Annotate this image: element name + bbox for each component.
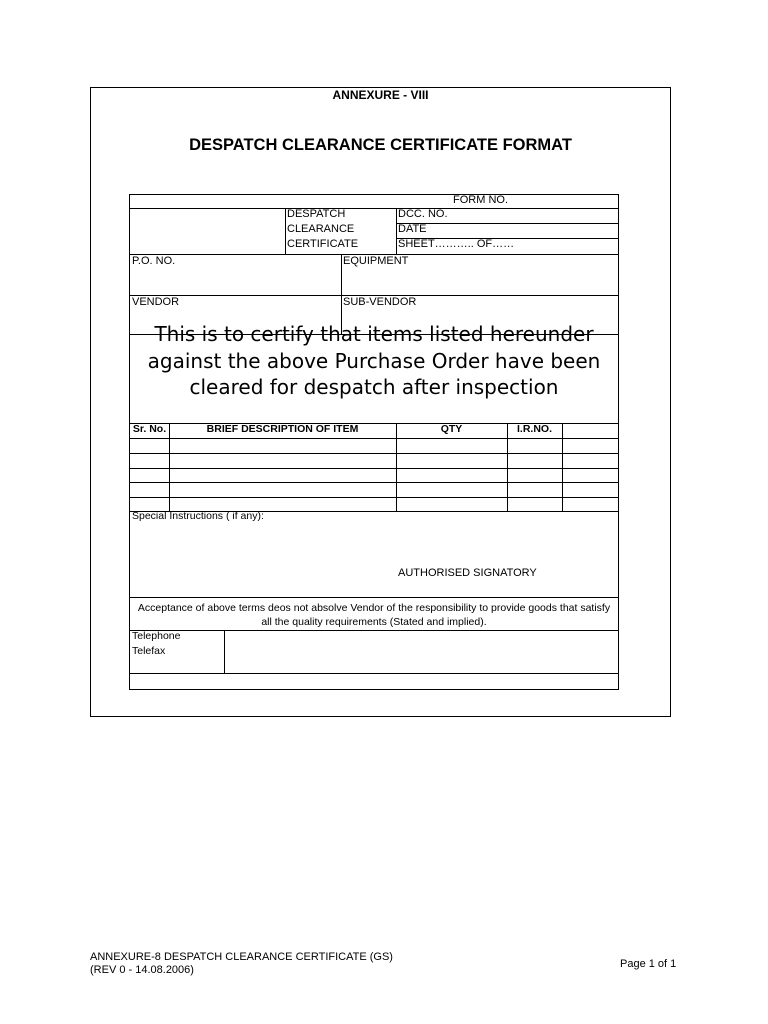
rule bbox=[396, 223, 618, 224]
acceptance-note: Acceptance of above terms deos not absolve Vendor of the responsibility to provide goods that satisfy all the quality requirements (Stated and implied). bbox=[137, 602, 611, 628]
doc-type-line-1: DESPATCH bbox=[287, 208, 346, 220]
rule bbox=[507, 423, 508, 511]
rule bbox=[130, 630, 618, 631]
rule bbox=[396, 423, 397, 511]
rule bbox=[130, 468, 618, 469]
dcc-no-label: DCC. NO. bbox=[398, 208, 448, 220]
po-no-label: P.O. NO. bbox=[132, 255, 176, 267]
authorised-signatory-label: AUTHORISED SIGNATORY bbox=[398, 567, 537, 579]
telephone-label: Telephone bbox=[132, 630, 181, 642]
special-instructions-label: Special Instructions ( if any): bbox=[132, 510, 264, 522]
rule bbox=[396, 208, 397, 254]
rule bbox=[130, 482, 618, 483]
annexure-heading: ANNEXURE - VIII bbox=[332, 88, 429, 102]
date-label: DATE bbox=[398, 223, 427, 235]
rule bbox=[130, 453, 618, 454]
table-header-ir-no: I.R.NO. bbox=[516, 423, 552, 435]
rule bbox=[130, 438, 618, 439]
rule bbox=[130, 597, 618, 598]
table-header-sr-no: Sr. No. bbox=[132, 423, 167, 435]
table-header-qty: QTY bbox=[440, 423, 463, 435]
rule bbox=[130, 673, 618, 674]
telefax-label: Telefax bbox=[132, 645, 166, 657]
certify-text: This is to certify that items listed hereunder against the above Purchase Order have been cleared for despatch after inspection bbox=[147, 322, 601, 399]
page-title: DESPATCH CLEARANCE CERTIFICATE FORMAT bbox=[189, 136, 572, 154]
sheet-label: SHEET……….. OF…… bbox=[398, 238, 515, 250]
footer-doc-info bbox=[90, 951, 393, 977]
rule bbox=[224, 630, 225, 673]
vendor-label: VENDOR bbox=[132, 296, 180, 308]
certificate-form bbox=[129, 194, 619, 690]
certificate-frame bbox=[90, 87, 671, 717]
rule bbox=[285, 208, 286, 254]
rule bbox=[130, 497, 618, 498]
footer-revision: (REV 0 - 14.08.2006) bbox=[90, 964, 194, 976]
equipment-label: EQUIPMENT bbox=[343, 255, 409, 267]
rule bbox=[169, 423, 170, 511]
footer-doc-name: ANNEXURE-8 DESPATCH CLEARANCE CERTIFICATE (GS) bbox=[90, 951, 393, 963]
form-no-label: FORM NO. bbox=[453, 194, 508, 206]
rule bbox=[562, 423, 563, 511]
certify-statement bbox=[130, 322, 618, 425]
sub-vendor-label: SUB-VENDOR bbox=[343, 296, 417, 308]
rule bbox=[130, 208, 618, 209]
doc-type-line-3: CERTIFICATE bbox=[287, 238, 359, 250]
doc-type-line-2: CLEARANCE bbox=[287, 223, 355, 235]
footer-page-number: Page 1 of 1 bbox=[620, 958, 677, 970]
table-header-description: BRIEF DESCRIPTION OF ITEM bbox=[206, 423, 359, 435]
